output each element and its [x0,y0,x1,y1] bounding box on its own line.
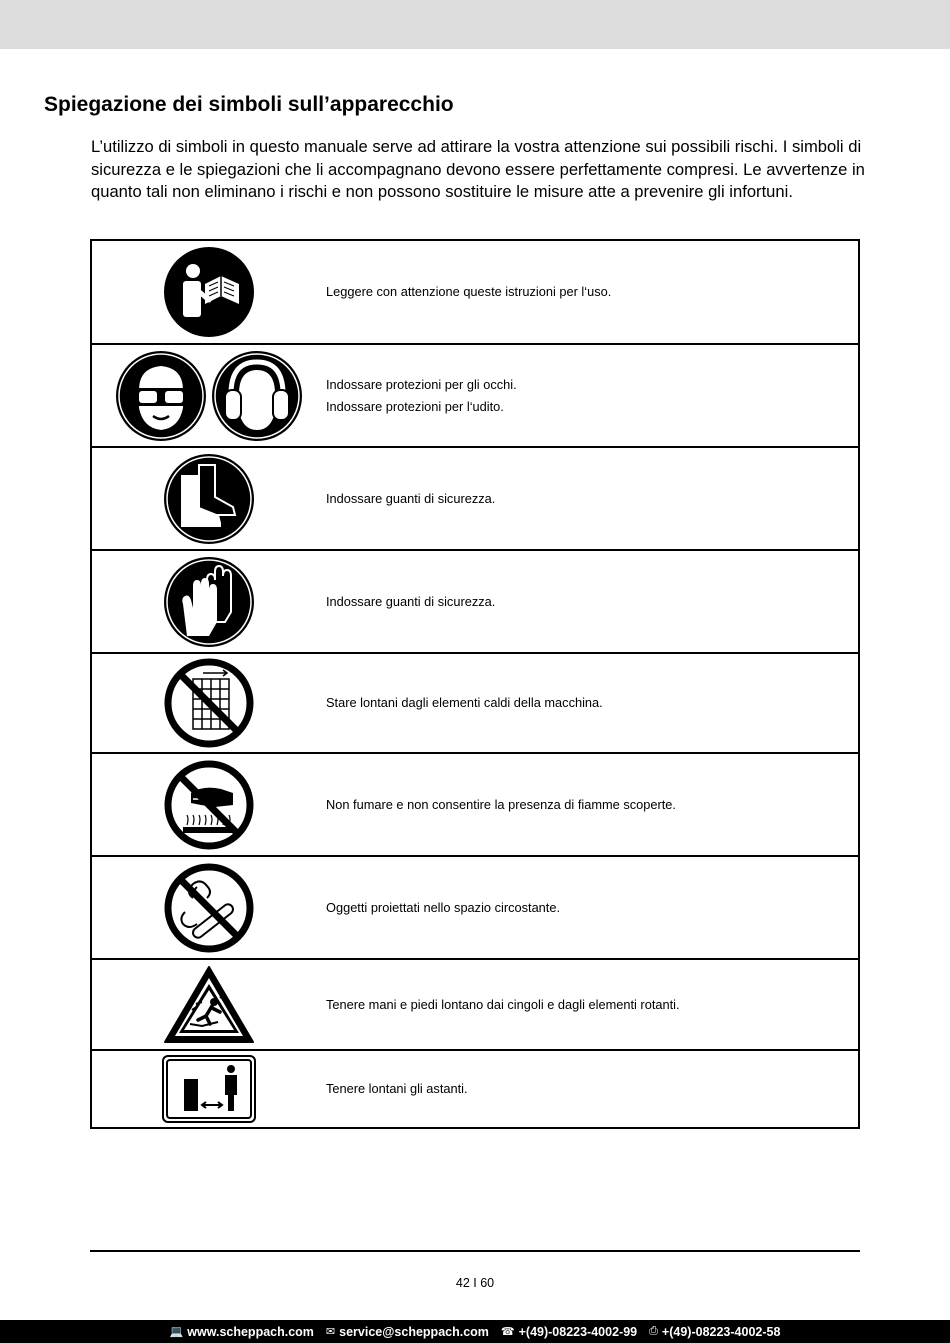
table-row [92,343,858,446]
website-link[interactable]: www.scheppach.com [187,1324,314,1339]
email-icon: ✉ [325,1326,336,1338]
symbol-description: Tenere mani e piedi lontano dai cingoli e dagli elementi rotanti. [326,996,680,1012]
no-smoking-icon [163,862,255,954]
table-row [92,446,858,549]
eye-protection-icon [115,350,207,442]
contact-footer [0,1320,950,1343]
read-manual-icon [163,246,255,338]
top-header-bar [0,0,950,49]
phone-icon: ☎ [500,1326,515,1338]
page-number: 42 I 60 [455,1276,495,1290]
email-link[interactable]: service@scheppach.com [339,1324,489,1339]
symbol-description: Oggetti proiettati nello spazio circostante. [326,899,561,915]
symbol-description: Stare lontani dagli elementi caldi della macchina. [326,695,603,710]
page-title: Spiegazione dei simboli sull’apparecchio [44,93,454,116]
table-row [92,958,858,1049]
safety-boots-icon [163,453,255,545]
symbol-description: Leggere con attenzione queste istruzioni per l‘uso. [326,284,612,299]
symbol-description: Indossare guanti di sicurezza. [326,593,496,609]
keep-distance-icon [162,1055,256,1123]
phone-number: +(49)-08223-4002-99 [518,1324,638,1339]
table-row [92,652,858,752]
table-row [92,855,858,958]
symbol-description: Indossare protezioni per l‘udito. [326,398,504,414]
symbol-description: Tenere lontani gli astanti. [326,1081,468,1096]
fax-number: +(49)-08223-4002-58 [661,1324,781,1339]
symbol-description: Non fumare e non consentire la presenza di fiamme scoperte. [326,796,676,812]
intro-paragraph: L’utilizzo di simboli in questo manuale serve ad attirare la vostra attenzione sui possibili rischi. I simboli di sicurezza e le spiegazioni che li accompagnano devono essere perfettamente compresi. Le avvertenze in quanto tali non eliminano i rischi e non possono sostituire le misure atte a prevenire gli infortuni. [91,137,865,201]
symbol-description: Indossare protezioni per gli occhi. [326,376,517,392]
symbol-table [90,239,860,1129]
table-row [92,752,858,855]
table-row [92,1049,858,1127]
fax-icon: ⎙ [649,1325,658,1337]
ear-protection-icon [211,350,303,442]
symbol-description: Indossare guanti di sicurezza. [326,490,496,506]
no-grid-access-icon [163,657,255,749]
no-hot-surface-touch-icon [163,759,255,851]
flying-objects-warning-icon [162,964,256,1046]
table-row [92,241,858,343]
computer-icon: 💻 [169,1326,184,1338]
table-row [92,549,858,652]
footer-divider [90,1250,860,1252]
safety-gloves-icon [163,556,255,648]
